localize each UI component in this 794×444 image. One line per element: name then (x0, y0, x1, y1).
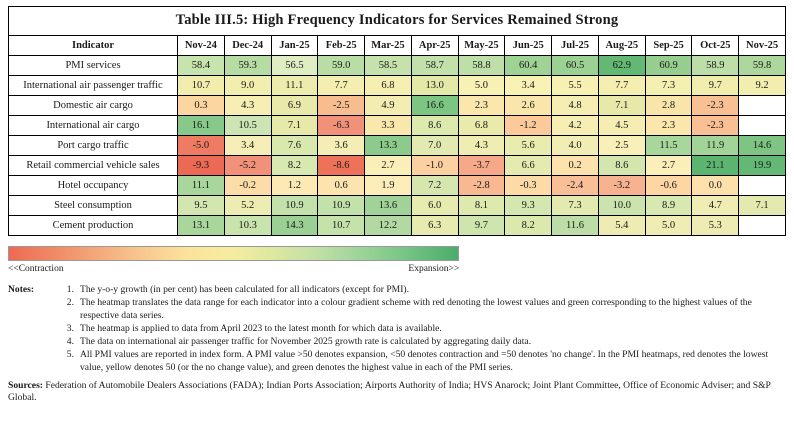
heatmap-cell: 2.6 (505, 96, 552, 116)
heatmap-cell: 4.0 (552, 136, 599, 156)
heatmap-cell: 11.6 (552, 216, 599, 236)
heatmap-cell: 8.2 (271, 156, 318, 176)
heatmap-cell (739, 116, 786, 136)
heatmap-cell (739, 96, 786, 116)
table-body (9, 56, 786, 236)
legend-gradient-bar (8, 246, 459, 261)
heatmap-cell: 7.3 (552, 196, 599, 216)
heatmap-cell: -3.2 (598, 176, 645, 196)
column-header-feb25: Feb-25 (318, 36, 365, 56)
heatmap-cell: 6.8 (365, 76, 412, 96)
note-text: The heatmap is applied to data from April 2023 to the latest month for which data is available. (80, 322, 442, 334)
heatmap-cell: -2.5 (318, 96, 365, 116)
heatmap-cell: -6.3 (318, 116, 365, 136)
column-header-oct25: Oct-25 (692, 36, 739, 56)
heatmap-cell: 9.0 (224, 76, 271, 96)
heatmap-cell: 60.9 (645, 56, 692, 76)
column-header-jun25: Jun-25 (505, 36, 552, 56)
table-row (9, 76, 786, 96)
table-row (9, 156, 786, 176)
heatmap-cell: 16.1 (178, 116, 225, 136)
row-label: Hotel occupancy (9, 176, 178, 196)
heatmap-cell: 59.8 (739, 56, 786, 76)
heatmap-cell: 6.6 (505, 156, 552, 176)
note-text: The heatmap translates the data range for each indicator into a colour gradient scheme with red denoting the lowest values and green corresponding to the highest values of the respective data series. (80, 297, 752, 321)
heatmap-cell: 7.7 (318, 76, 365, 96)
heatmap-cell: 7.2 (411, 176, 458, 196)
column-header-aug25: Aug-25 (598, 36, 645, 56)
heatmap-cell: 13.1 (178, 216, 225, 236)
heatmap-cell: 4.8 (552, 96, 599, 116)
note-number: 2. (66, 297, 74, 309)
heatmap-cell: 2.3 (458, 96, 505, 116)
heatmap-cell: -2.8 (458, 176, 505, 196)
note-text: The data on international air passenger traffic for November 2025 growth rate is calculated by aggregating daily data. (80, 336, 532, 348)
heatmap-cell: 2.7 (645, 156, 692, 176)
heatmap-cell: -2.3 (692, 116, 739, 136)
heatmap-cell: 9.3 (505, 196, 552, 216)
heatmap-cell: -9.3 (178, 156, 225, 176)
heatmap-cell: -1.2 (505, 116, 552, 136)
page-title: Table III.5: High Frequency Indicators for Services Remained Strong (8, 6, 786, 35)
sources-label: Sources: (8, 379, 43, 391)
note-item (56, 336, 786, 348)
column-header-jul25: Jul-25 (552, 36, 599, 56)
heatmap-cell: 10.5 (224, 116, 271, 136)
heatmap-cell: 11.5 (645, 136, 692, 156)
heatmap-cell: 5.4 (598, 216, 645, 236)
heatmap-cell: 13.0 (411, 76, 458, 96)
heatmap-cell: 9.7 (458, 216, 505, 236)
legend-captions (8, 264, 459, 274)
heatmap-cell: 60.5 (552, 56, 599, 76)
heatmap-cell: 58.4 (178, 56, 225, 76)
table-row (9, 56, 786, 76)
note-number: 4. (66, 336, 74, 348)
heatmap-cell: 9.7 (692, 76, 739, 96)
heatmap-cell: 4.7 (692, 196, 739, 216)
heatmap-cell: 3.4 (505, 76, 552, 96)
column-header-dec24: Dec-24 (224, 36, 271, 56)
heatmap-cell: 5.0 (458, 76, 505, 96)
heatmap-cell: 9.5 (178, 196, 225, 216)
heatmap-cell: 1.2 (271, 176, 318, 196)
heatmap-cell: -5.2 (224, 156, 271, 176)
heatmap-cell: 8.6 (598, 156, 645, 176)
row-label: PMI services (9, 56, 178, 76)
heatmap-cell: 8.6 (411, 116, 458, 136)
sources-section (8, 380, 786, 405)
heatmap-cell: 2.7 (365, 156, 412, 176)
note-item (56, 297, 786, 322)
column-header-jan25: Jan-25 (271, 36, 318, 56)
heatmap-cell: 13.6 (365, 196, 412, 216)
heatmap-cell: 60.4 (505, 56, 552, 76)
heatmap-cell: 62.9 (598, 56, 645, 76)
heatmap-cell: 5.2 (224, 196, 271, 216)
column-header-nov25: Nov-25 (739, 36, 786, 56)
heatmap-cell: 58.9 (692, 56, 739, 76)
heatmap-cell: 6.3 (411, 216, 458, 236)
note-item (56, 323, 786, 335)
heatmap-cell: 6.8 (458, 116, 505, 136)
heatmap-cell: 5.5 (552, 76, 599, 96)
heatmap-cell: 11.1 (178, 176, 225, 196)
heatmap-cell: 7.1 (739, 196, 786, 216)
heatmap-cell: 7.6 (271, 136, 318, 156)
heatmap-cell: 3.6 (318, 136, 365, 156)
heatmap-cell: 7.7 (598, 76, 645, 96)
heatmap-cell: 1.9 (365, 176, 412, 196)
row-label: International air passenger traffic (9, 76, 178, 96)
heatmap-cell: 58.5 (365, 56, 412, 76)
heatmap-cell: 10.0 (598, 196, 645, 216)
heatmap-cell: 4.3 (224, 96, 271, 116)
heatmap-cell: 6.0 (411, 196, 458, 216)
heatmap-cell: 19.9 (739, 156, 786, 176)
heatmap-cell: 10.7 (318, 216, 365, 236)
table-row (9, 176, 786, 196)
heatmap-cell: 7.3 (645, 76, 692, 96)
heatmap-cell (739, 176, 786, 196)
table-row (9, 136, 786, 156)
heatmap-cell: 7.1 (271, 116, 318, 136)
header-row (9, 36, 786, 56)
heatmap-cell: 0.2 (552, 156, 599, 176)
heatmap-cell: 10.9 (271, 196, 318, 216)
heatmap-cell: 11.9 (692, 136, 739, 156)
heatmap-cell: 13.3 (365, 136, 412, 156)
heatmap-cell: 10.7 (178, 76, 225, 96)
table-row (9, 116, 786, 136)
heatmap-cell: -2.3 (692, 96, 739, 116)
heatmap-cell: 10.3 (224, 216, 271, 236)
heatmap-cell: 58.7 (411, 56, 458, 76)
heatmap-cell: 4.9 (365, 96, 412, 116)
heatmap-cell: 7.0 (411, 136, 458, 156)
heatmap-cell: -3.7 (458, 156, 505, 176)
table-row (9, 96, 786, 116)
heatmap-cell: 3.4 (224, 136, 271, 156)
column-header-may25: May-25 (458, 36, 505, 56)
heatmap-cell: -8.6 (318, 156, 365, 176)
heatmap-cell: 59.0 (318, 56, 365, 76)
heatmap-cell: 2.5 (598, 136, 645, 156)
heatmap-cell: 56.5 (271, 56, 318, 76)
heatmap-cell: 9.2 (739, 76, 786, 96)
sources-text: Federation of Automobile Dealers Associations (FADA); Indian Ports Association; Airports Authority of India; HVS Anarock; Joint Plant Committee, Office of Economic Adviser; and S&P Global. (8, 379, 771, 404)
heatmap-cell: 0.6 (318, 176, 365, 196)
table-row (9, 196, 786, 216)
row-label: Cement production (9, 216, 178, 236)
heatmap-legend (8, 246, 459, 262)
row-label: Port cargo traffic (9, 136, 178, 156)
note-number: 3. (66, 322, 74, 334)
heatmap-cell: 10.9 (318, 196, 365, 216)
heatmap-cell: -0.3 (505, 176, 552, 196)
note-item (56, 349, 786, 374)
heatmap-cell: 59.3 (224, 56, 271, 76)
heatmap-cell: 8.1 (458, 196, 505, 216)
heatmap-cell: 6.9 (271, 96, 318, 116)
notes-list (56, 284, 786, 375)
heatmap-cell: 12.2 (365, 216, 412, 236)
table-header (9, 36, 786, 56)
heatmap-cell: -0.2 (224, 176, 271, 196)
heatmap-cell: 4.3 (458, 136, 505, 156)
heatmap-cell: -5.0 (178, 136, 225, 156)
heatmap-cell: 7.1 (598, 96, 645, 116)
notes-section (8, 284, 786, 375)
column-header-sep25: Sep-25 (645, 36, 692, 56)
heatmap-cell: 5.0 (645, 216, 692, 236)
heatmap-cell: -2.4 (552, 176, 599, 196)
legend-label-contraction: <<Contraction (8, 264, 64, 274)
heatmap-cell: 14.3 (271, 216, 318, 236)
row-label: Retail commercial vehicle sales (9, 156, 178, 176)
heatmap-cell: 0.0 (692, 176, 739, 196)
note-number: 1. (66, 284, 74, 295)
heatmap-cell: 8.9 (645, 196, 692, 216)
heatmap-cell: 4.2 (552, 116, 599, 136)
table-row (9, 216, 786, 236)
heatmap-cell: 0.3 (178, 96, 225, 116)
column-header-apr25: Apr-25 (411, 36, 458, 56)
heatmap-cell: 5.6 (505, 136, 552, 156)
column-header-indicator: Indicator (9, 36, 178, 56)
row-label: Steel consumption (9, 196, 178, 216)
heatmap-cell: 8.2 (505, 216, 552, 236)
note-number: 5. (66, 349, 74, 361)
heatmap-cell: 14.6 (739, 136, 786, 156)
row-label: Domestic air cargo (9, 96, 178, 116)
column-header-nov24: Nov-24 (178, 36, 225, 56)
heatmap-cell: 11.1 (271, 76, 318, 96)
heatmap-cell: 58.8 (458, 56, 505, 76)
heatmap-cell: 5.3 (692, 216, 739, 236)
notes-label: Notes: (8, 284, 35, 295)
heatmap-cell: -0.6 (645, 176, 692, 196)
heatmap-cell: 2.3 (645, 116, 692, 136)
heatmap-cell (739, 216, 786, 236)
heatmap-cell: -1.0 (411, 156, 458, 176)
column-header-mar25: Mar-25 (365, 36, 412, 56)
heatmap-cell: 3.3 (365, 116, 412, 136)
heatmap-cell: 16.6 (411, 96, 458, 116)
row-label: International air cargo (9, 116, 178, 136)
heatmap-cell: 2.8 (645, 96, 692, 116)
note-text: The y-o-y growth (in per cent) has been calculated for all indicators (except for PMI). (80, 284, 409, 295)
high-frequency-indicators-table (8, 35, 786, 236)
note-text: All PMI values are reported in index form. A PMI value >50 denotes expansion, <50 denotes contraction and =50 denotes 'no change'. In the PMI heatmaps, red denotes the lowest value, yellow denotes 50 (or the no change value), and green denotes the highest value in each of the PMI series. (80, 349, 769, 373)
note-item (56, 284, 786, 296)
heatmap-cell: 4.5 (598, 116, 645, 136)
legend-label-expansion: Expansion>> (408, 264, 460, 274)
heatmap-cell: 21.1 (692, 156, 739, 176)
